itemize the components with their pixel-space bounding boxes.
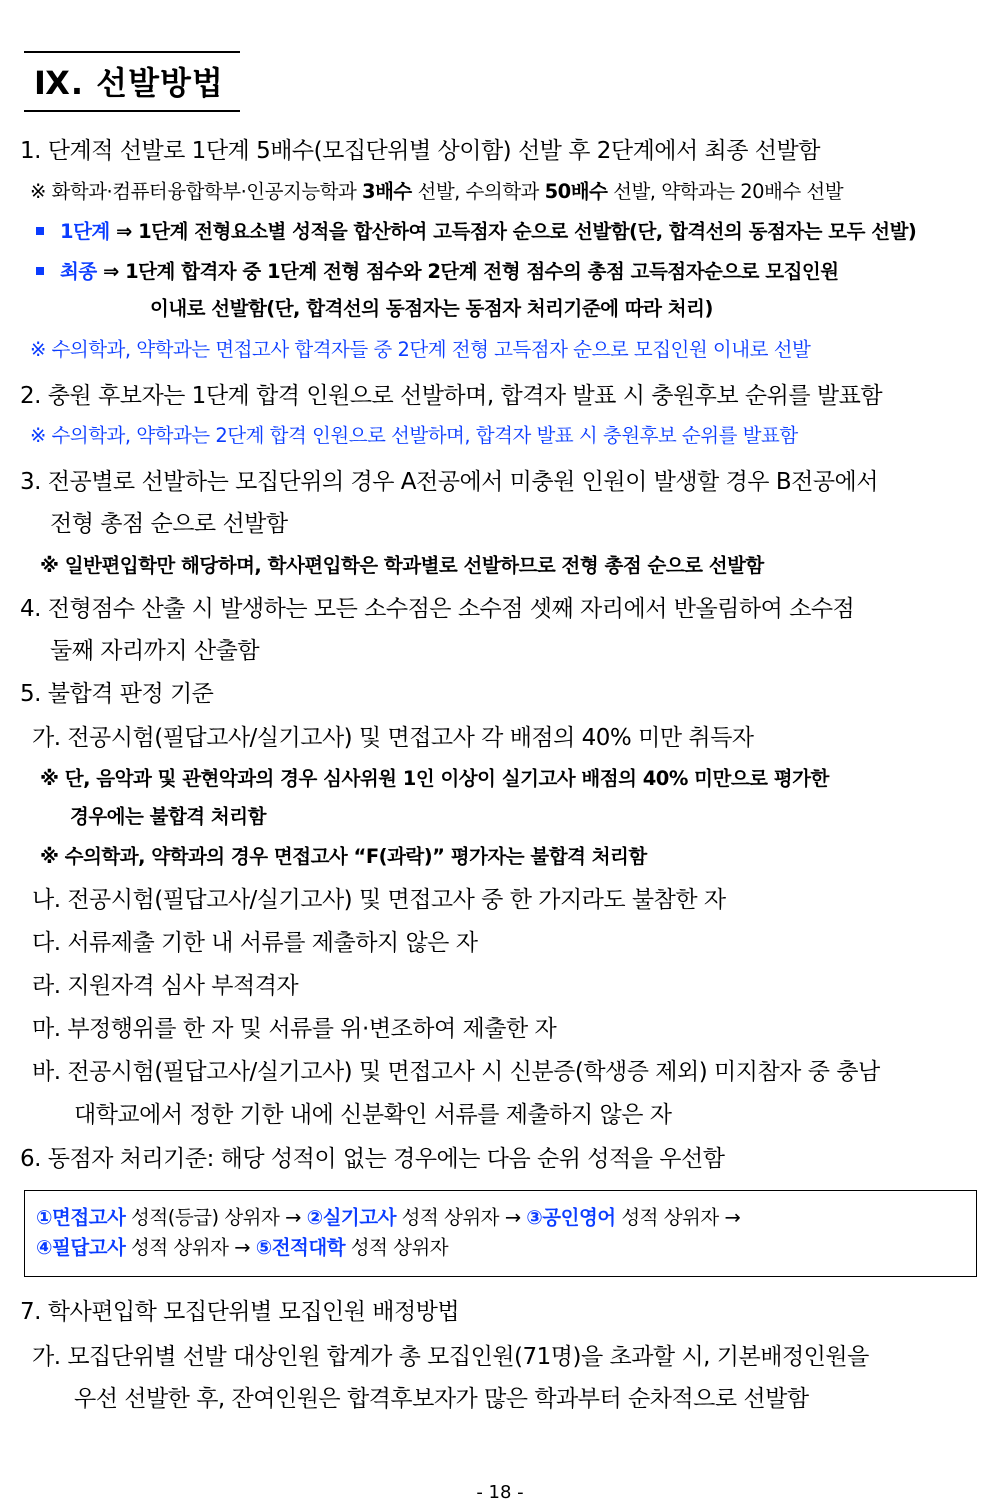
tie-break-line-1: ①면접고사 성적(등급) 상위자 → ②실기고사 성적 상위자 → ③공인영어 성적 상위자 → xyxy=(36,1206,741,1229)
note-6: ※ 수의학과, 약학과의 경우 면접고사 “F(과락)” 평가자는 불합격 처리함 xyxy=(40,845,647,868)
item-7-ga: 가. 모집단위별 선발 대상인원 합계가 총 모집인원(71명)을 초과할 시, 기본배정인원을 xyxy=(32,1344,869,1370)
note-4: ※ 일반편입학만 해당하며, 학사편입학은 학과별로 선발하므로 전형 총점 순으로 선발함 xyxy=(40,554,764,577)
item-7-ga-cont: 우선 선발한 후, 잔여인원은 합격후보자가 많은 학과부터 순차적으로 선발함 xyxy=(74,1386,809,1412)
item-4-cont: 둘째 자리까지 산출함 xyxy=(50,638,260,664)
note-3: ※ 수의학과, 약학과는 2단계 합격 인원으로 선발하며, 합격자 발표 시 충원후보 순위를 발표함 xyxy=(30,424,798,447)
square-bullet-icon xyxy=(36,267,44,275)
item-5-da: 다. 서류제출 기한 내 서류를 제출하지 않은 자 xyxy=(32,930,478,956)
final-stage-line: 최종 ⇒ 1단계 합격자 중 1단계 전형 점수와 2단계 전형 점수의 총점 고득점자순으로 모집인원 xyxy=(36,258,839,286)
item-4: 4. 전형점수 산출 시 발생하는 모든 소수점은 소수점 셋째 자리에서 반올림하여 소수점 xyxy=(20,596,855,622)
item-1: 1. 단계적 선발로 1단계 5배수(모집단위별 상이함) 선발 후 2단계에서 최종 선발함 xyxy=(20,138,820,164)
stage-1-line: 1단계 ⇒ 1단계 전형요소별 성적을 합산하여 고득점자 순으로 선발함(단, 합격선의 동점자는 모두 선발) xyxy=(36,218,916,246)
item-7: 7. 학사편입학 모집단위별 모집인원 배정방법 xyxy=(20,1299,460,1325)
final-stage-line-cont: 이내로 선발함(단, 합격선의 동점자는 동점자 처리기준에 따라 처리) xyxy=(150,297,713,320)
section-title: Ⅸ. 선발방법 xyxy=(34,64,224,102)
item-3: 3. 전공별로 선발하는 모집단위의 경우 A전공에서 미충원 인원이 발생할 경우 B전공에서 xyxy=(20,469,878,495)
item-3-cont: 전형 총점 순으로 선발함 xyxy=(50,511,288,537)
item-5: 5. 불합격 판정 기준 xyxy=(20,681,214,707)
item-5-ma: 마. 부정행위를 한 자 및 서류를 위·변조하여 제출한 자 xyxy=(32,1016,557,1042)
item-6: 6. 동점자 처리기준: 해당 성적이 없는 경우에는 다음 순위 성적을 우선함 xyxy=(20,1146,725,1172)
tie-break-line-2: ④필답고사 성적 상위자 → ⑤전적대학 성적 상위자 xyxy=(36,1236,449,1259)
item-5-ra: 라. 지원자격 심사 부적격자 xyxy=(32,973,299,999)
item-5-ba-cont: 대학교에서 정한 기한 내에 신분확인 서류를 제출하지 않은 자 xyxy=(74,1102,672,1128)
square-bullet-icon xyxy=(36,227,44,235)
note-2: ※ 수의학과, 약학과는 면접고사 합격자들 중 2단계 전형 고득점자 순으로 모집인원 이내로 선발 xyxy=(30,338,811,361)
title-rule-bottom xyxy=(24,110,240,112)
page-number: - 18 - xyxy=(476,1482,524,1503)
title-rule-top xyxy=(24,51,240,53)
item-5-na: 나. 전공시험(필답고사/실기고사) 및 면접고사 중 한 가지라도 불참한 자 xyxy=(32,887,726,913)
item-5-ga: 가. 전공시험(필답고사/실기고사) 및 면접고사 각 배점의 40% 미만 취득자 xyxy=(32,725,754,751)
note-5-cont: 경우에는 불합격 처리함 xyxy=(70,805,266,828)
note-1: ※ 화학과·컴퓨터융합학부·인공지능학과 3배수 선발, 수의학과 50배수 선발, 약학과는 20배수 선발 xyxy=(30,180,844,203)
item-5-ba: 바. 전공시험(필답고사/실기고사) 및 면접고사 시 신분증(학생증 제외) 미지참자 중 충남 xyxy=(32,1059,880,1085)
note-5: ※ 단, 음악과 및 관현악과의 경우 심사위원 1인 이상이 실기고사 배점의 40% 미만으로 평가한 xyxy=(40,767,829,790)
item-2: 2. 충원 후보자는 1단계 합격 인원으로 선발하며, 합격자 발표 시 충원후보 순위를 발표함 xyxy=(20,383,883,409)
